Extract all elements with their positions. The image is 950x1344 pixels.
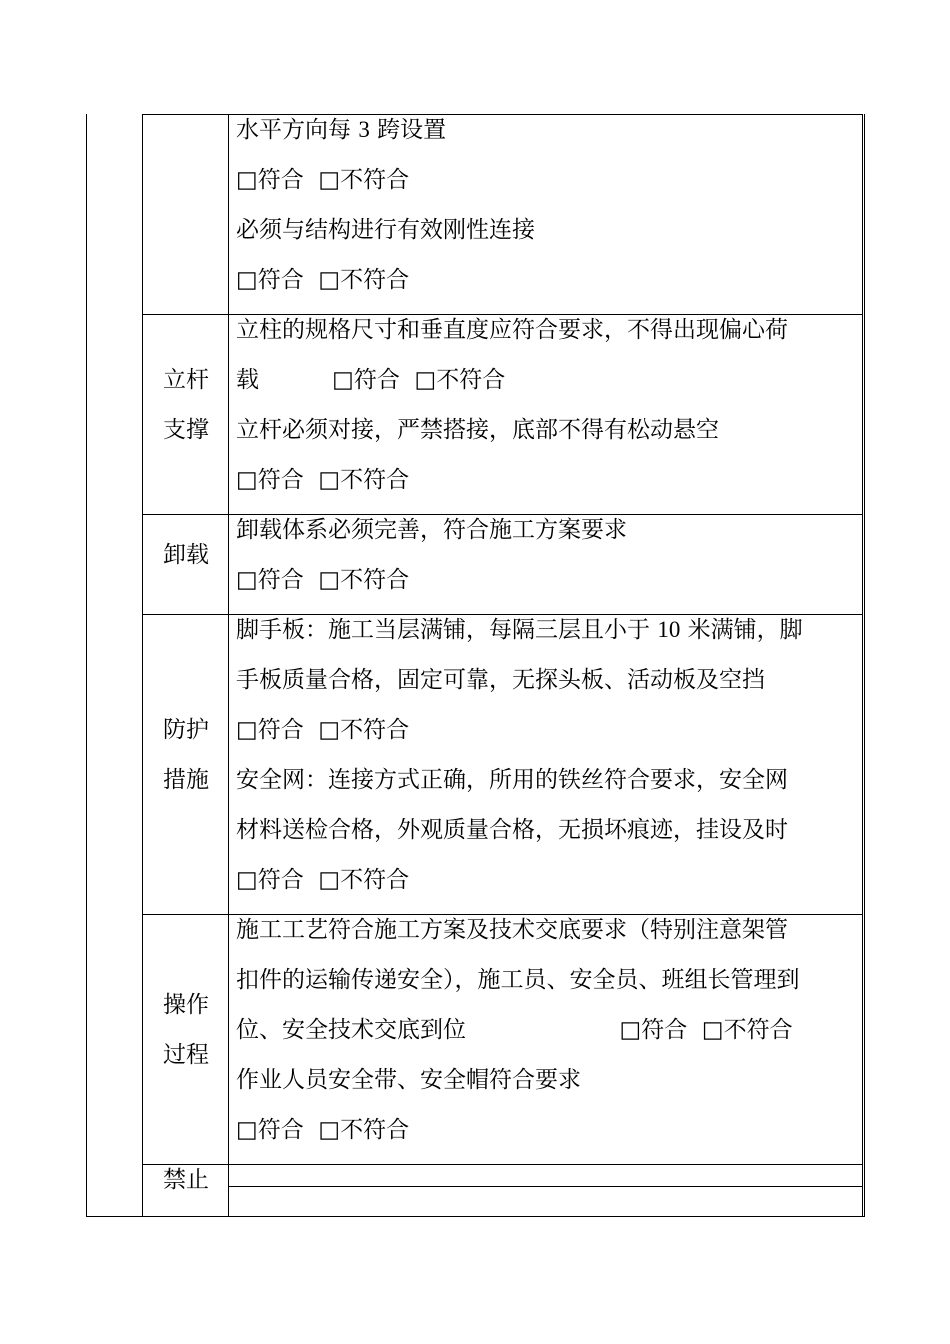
section-label [146, 355, 226, 405]
section-label [146, 755, 226, 805]
section-text-line: 立杆必须对接，严禁搭接，底部不得有松动悬空 [236, 417, 719, 443]
section-label-line: 过程 [163, 1042, 209, 1068]
section-text-line: 手板质量合格，固定可靠，无探头板、活动板及空挡 [236, 667, 765, 693]
section-label: 禁止 [163, 1167, 209, 1193]
number-text: 3 [358, 117, 370, 142]
compliance-checkbox-line[interactable]: 位、安全技术交底到位 □符合 □不符合 [236, 1017, 793, 1043]
compliance-checkbox-line[interactable]: 载 □符合 □不符合 [236, 367, 506, 393]
table-left-border [86, 114, 87, 1217]
column-divider [228, 114, 229, 1217]
section-label-line: 支撑 [163, 417, 209, 443]
section-label [146, 980, 226, 1030]
compliance-checkbox-line[interactable]: □符合 □不符合 [236, 467, 410, 493]
compliance-checkbox-line[interactable]: □符合 □不符合 [236, 1117, 410, 1143]
section-text-line: 必须与结构进行有效刚性连接 [236, 217, 535, 243]
section-text-line: 扣件的运输传递安全），施工员、安全员、班组长管理到 [236, 967, 800, 993]
compliance-checkbox-line[interactable]: □符合 □不符合 [236, 567, 410, 593]
section-text-line: 材料送检合格，外观质量合格，无损坏痕迹，挂设及时 [236, 817, 788, 843]
section-text-line: 安全网：连接方式正确，所用的铁丝符合要求，安全网 [236, 767, 788, 793]
text-run: 脚手板：施工当层满铺，每隔三层且小于 [236, 617, 658, 643]
column-divider [142, 114, 143, 1217]
section-label-line: 立杆 [163, 367, 209, 393]
section-label-line: 防护 [163, 717, 209, 743]
number-text: 10 [657, 617, 681, 642]
compliance-checkbox-line[interactable]: □符合 □不符合 [236, 717, 410, 743]
compliance-checkbox-line[interactable]: □符合 □不符合 [236, 267, 410, 293]
row-divider [142, 1164, 863, 1165]
section-label-line: 操作 [163, 992, 209, 1018]
compliance-checkbox-line[interactable]: □符合 □不符合 [236, 867, 410, 893]
section-text-line: 卸载体系必须完善，符合施工方案要求 [236, 517, 627, 543]
section-label [146, 705, 226, 755]
table-bottom-border [86, 1216, 865, 1217]
section-label: 卸载 [163, 542, 209, 568]
section-label [146, 405, 226, 455]
section-label-line: 措施 [163, 767, 209, 793]
section-text-line [236, 605, 803, 655]
table-right-border-outer [864, 114, 865, 1217]
compliance-checkbox-line[interactable]: □符合 □不符合 [236, 167, 410, 193]
section-label [146, 1030, 226, 1080]
section-text-line [236, 105, 446, 155]
row-divider [228, 1186, 863, 1187]
section-text-line: 立柱的规格尺寸和垂直度应符合要求，不得出现偏心荷 [236, 317, 788, 343]
text-run: 水平方向每 [236, 117, 359, 143]
section-text-line: 施工工艺符合施工方案及技术交底要求（特别注意架管 [236, 917, 788, 943]
section-text-line: 作业人员安全带、安全帽符合要求 [236, 1067, 581, 1093]
text-run: 米满铺，脚 [680, 617, 803, 643]
text-run: 跨设置 [369, 117, 447, 143]
table-right-border [862, 114, 863, 1217]
